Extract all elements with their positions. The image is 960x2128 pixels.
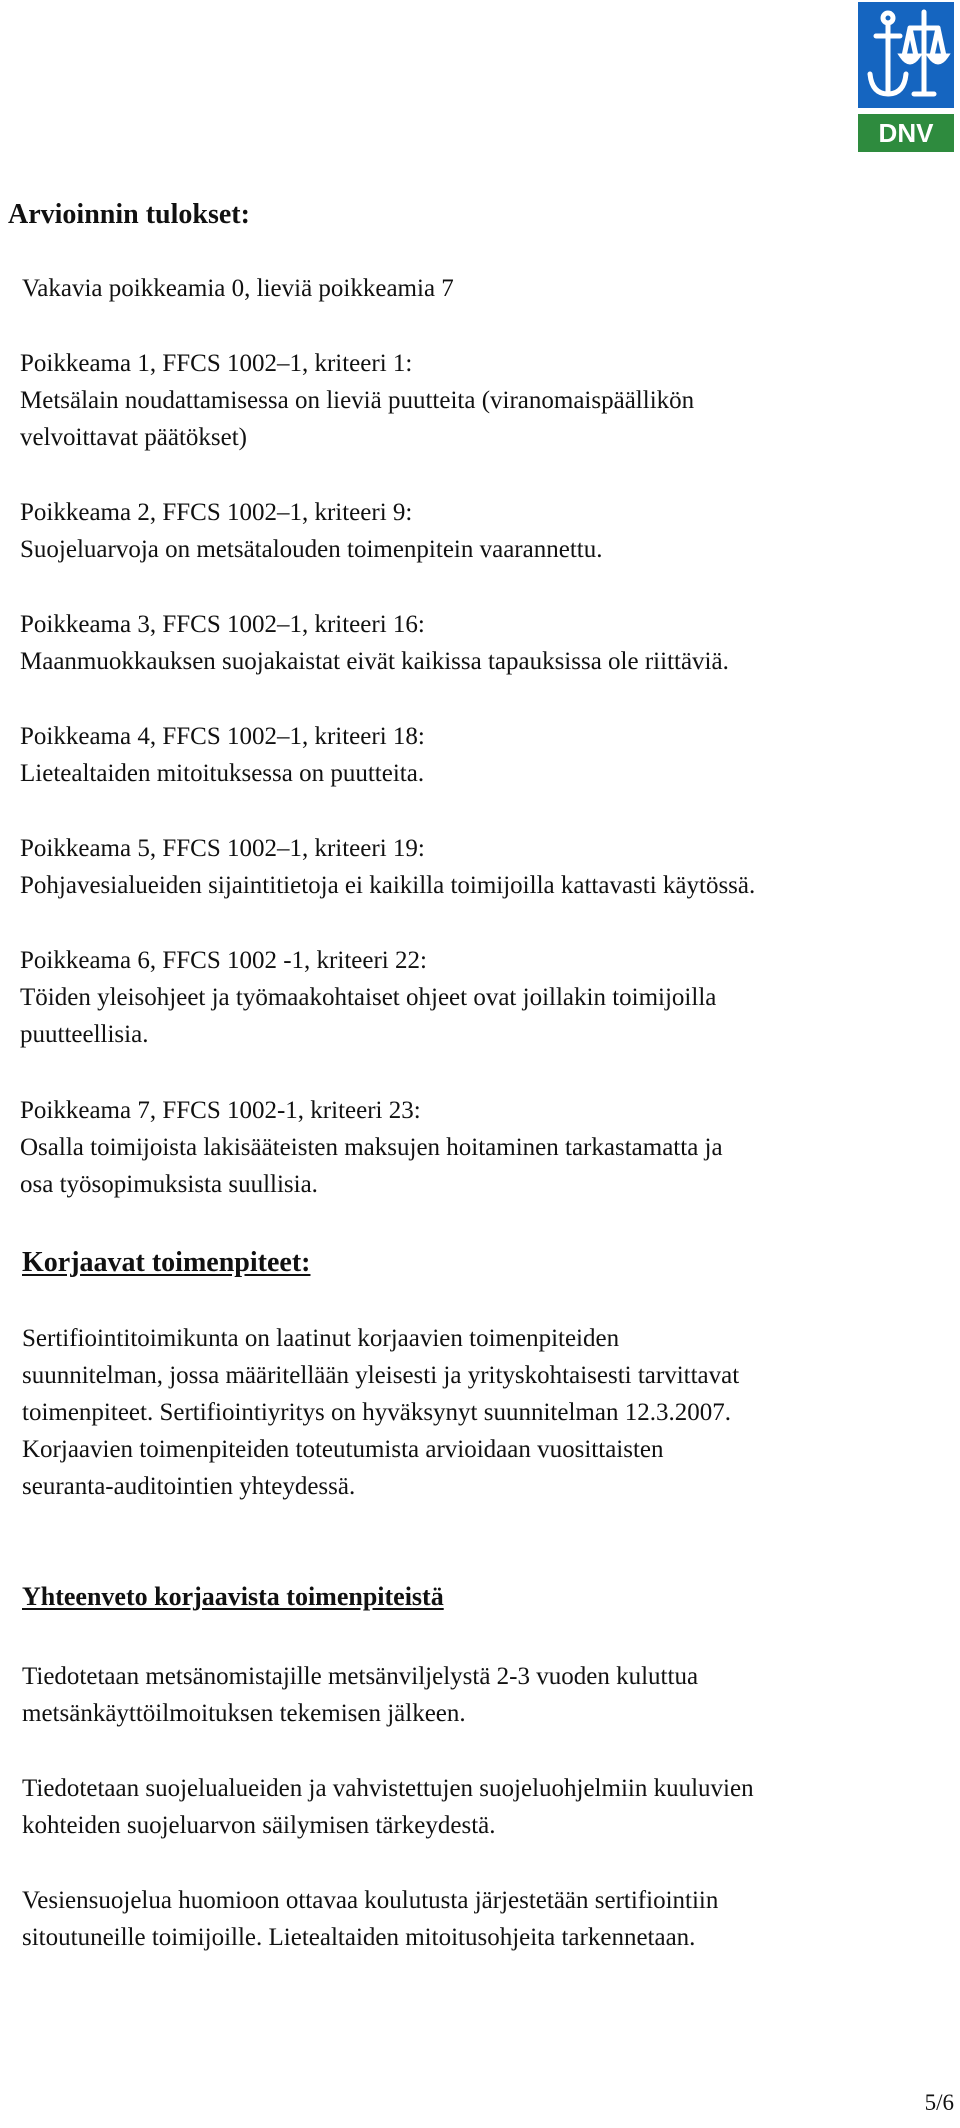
deviation-title: Poikkeama 1, FFCS 1002–1, kriteeri 1:: [20, 350, 413, 377]
deviation-text: puutteellisia.: [20, 1021, 149, 1048]
deviation-text: Osalla toimijoista lakisääteisten maksujen hoitaminen tarkastamatta ja: [20, 1134, 723, 1161]
deviation-text: osa työsopimuksista suullisia.: [20, 1171, 318, 1198]
deviation-title: Poikkeama 3, FFCS 1002–1, kriteeri 16:: [20, 611, 425, 638]
corrective-paragraph: Sertifiointitoimikunta on laatinut korjaavien toimenpiteiden suunnitelman, jossa määritellään yleisesti ja yrityskohtaisesti tarvittavat toimenpiteet. Sertifiointiyritys on hyväksynyt suunnitelman 12.3.2007. Korjaavien toimenpiteiden toteutumista arvioidaan vuosittaisten seuranta-auditointien yhteydessä.: [22, 1325, 740, 1500]
summary-paragraph-1: Tiedotetaan metsänomistajille metsänviljelystä 2-3 vuoden kuluttua metsänkäyttöilmoituksen tekemisen jälkeen.: [22, 1663, 699, 1727]
corrective-heading: Korjaavat toimenpiteet:: [22, 1247, 311, 1278]
deviation-6: [20, 942, 716, 1053]
summary-paragraph-3: Vesiensuojelua huomioon ottavaa koulutusta järjestetään sertifiointiin sitoutuneille toimijoille. Lietealtaiden mitoitusohjeita tarkennetaan.: [22, 1887, 719, 1951]
deviation-4: [20, 718, 425, 792]
summary-paragraph-2: Tiedotetaan suojelualueiden ja vahvistettujen suojeluohjelmiin kuuluvien kohteiden suojeluarvon säilymisen tärkeydestä.: [22, 1775, 754, 1839]
deviation-title: Poikkeama 5, FFCS 1002–1, kriteeri 19:: [20, 835, 425, 862]
deviation-title: Poikkeama 2, FFCS 1002–1, kriteeri 9:: [20, 499, 413, 526]
deviation-text: Lietealtaiden mitoituksessa on puutteita.: [20, 760, 425, 787]
deviation-text: Pohjavesialueiden sijaintitietoja ei kaikilla toimijoilla kattavasti käytössä.: [20, 872, 756, 899]
page-number: 5/6: [924, 2090, 954, 2115]
deviation-5: [20, 830, 755, 904]
summary-heading: Yhteenveto korjaavista toimenpiteistä: [22, 1582, 444, 1611]
deviation-title: Poikkeama 4, FFCS 1002–1, kriteeri 18:: [20, 723, 425, 750]
deviation-text: Maanmuokkauksen suojakaistat eivät kaikissa tapauksissa ole riittäviä.: [20, 648, 729, 675]
deviation-1: [20, 345, 694, 456]
deviation-text: Metsälain noudattamisessa on lieviä puutteita (viranomaispäällikön: [20, 387, 695, 414]
deviation-text: Töiden yleisohjeet ja työmaakohtaiset ohjeet ovat joillakin toimijoilla: [20, 984, 717, 1011]
deviation-title: Poikkeama 6, FFCS 1002 -1, kriteeri 22:: [20, 947, 427, 974]
dnv-logo: [858, 2, 954, 152]
deviation-2: [20, 494, 602, 568]
deviation-3: [20, 606, 729, 680]
results-summary: Vakavia poikkeamia 0, lieviä poikkeamia 7: [22, 275, 454, 302]
logo-text: DNV: [878, 118, 934, 148]
deviation-7: [20, 1092, 723, 1203]
results-heading: Arvioinnin tulokset:: [8, 199, 250, 230]
deviation-text: Suojeluarvoja on metsätalouden toimenpitein vaarannettu.: [20, 536, 603, 563]
deviation-text: velvoittavat päätökset): [20, 424, 248, 451]
deviation-title: Poikkeama 7, FFCS 1002-1, kriteeri 23:: [20, 1097, 421, 1124]
